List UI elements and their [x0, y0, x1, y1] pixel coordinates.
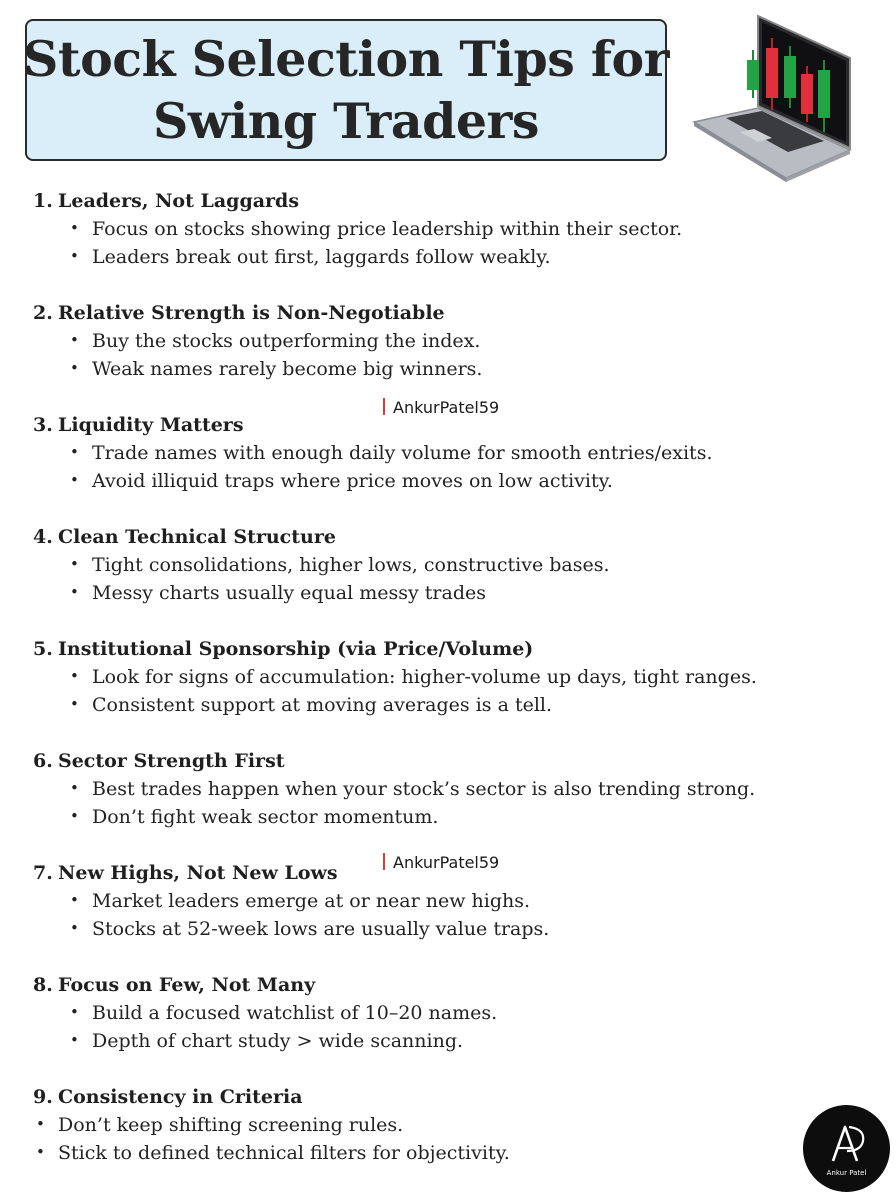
tip-bullet: • Leaders break out first, laggards follow weakly.: [70, 246, 551, 268]
tip-heading: 9. Consistency in Criteria: [33, 1086, 303, 1108]
laptop-candlestick-chart-icon: [690, 10, 860, 185]
tip-heading: 8. Focus on Few, Not Many: [33, 974, 316, 996]
page-title-line-2: Swing Traders: [153, 92, 539, 150]
tip-bullet: • Don’t fight weak sector momentum.: [70, 806, 439, 828]
tip-bullet: • Don’t keep shifting screening rules.: [36, 1114, 404, 1136]
tip-bullet: • Consistent support at moving averages is a tell.: [70, 694, 553, 716]
tip-bullet: • Avoid illiquid traps where price moves on low activity.: [70, 470, 613, 492]
brand-logo: [803, 1105, 890, 1192]
watermark-handle: AnkurPatel59: [383, 853, 499, 872]
tip-heading: 7. New Highs, Not New Lows: [33, 862, 338, 884]
tip-bullet: • Focus on stocks showing price leadership within their sector.: [70, 218, 683, 240]
tip-bullet: • Messy charts usually equal messy trades: [70, 582, 486, 604]
ap-monogram-icon: [803, 1105, 890, 1192]
tip-heading: 3. Liquidity Matters: [33, 414, 244, 436]
tip-heading: 6. Sector Strength First: [33, 750, 285, 772]
tip-bullet: • Stocks at 52-week lows are usually value traps.: [70, 918, 550, 940]
tip-heading: 4. Clean Technical Structure: [33, 526, 336, 548]
tip-bullet: • Look for signs of accumulation: higher-volume up days, tight ranges.: [70, 666, 757, 688]
watermark-handle: AnkurPatel59: [383, 398, 499, 417]
tip-bullet: • Market leaders emerge at or near new highs.: [70, 890, 531, 912]
tip-heading: 2. Relative Strength is Non-Negotiable: [33, 302, 445, 324]
tip-bullet: • Tight consolidations, higher lows, constructive bases.: [70, 554, 610, 576]
tip-bullet: • Depth of chart study > wide scanning.: [70, 1030, 464, 1052]
page-title-line-1: Stock Selection Tips for: [23, 30, 669, 88]
tip-heading: 1. Leaders, Not Laggards: [33, 190, 300, 212]
tip-bullet: • Trade names with enough daily volume for smooth entries/exits.: [70, 442, 713, 464]
tip-bullet: • Stick to defined technical filters for objectivity.: [36, 1142, 510, 1164]
tip-bullet: • Build a focused watchlist of 10–20 names.: [70, 1002, 498, 1024]
title-box: [25, 19, 667, 161]
tip-heading: 5. Institutional Sponsorship (via Price/Volume): [33, 638, 534, 660]
tip-bullet: • Buy the stocks outperforming the index.: [70, 330, 481, 352]
tip-bullet: • Best trades happen when your stock’s sector is also trending strong.: [70, 778, 756, 800]
svg-text:Ankur Patel: Ankur Patel: [826, 1169, 867, 1177]
tip-bullet: • Weak names rarely become big winners.: [70, 358, 483, 380]
